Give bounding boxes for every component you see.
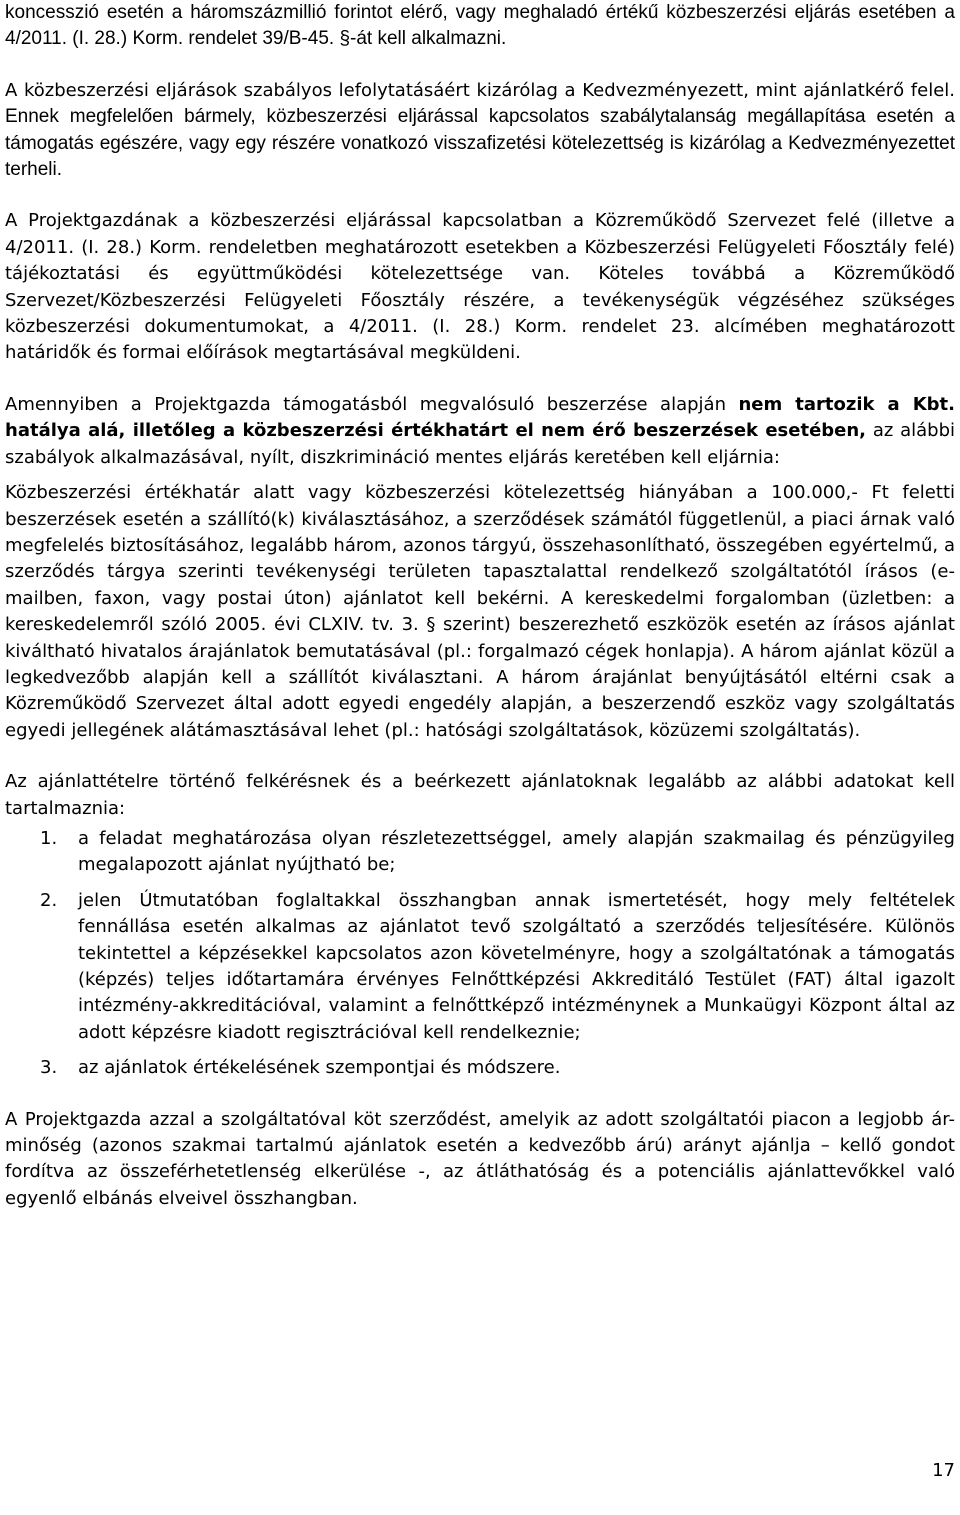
paragraph-responsibility — [5, 78, 955, 184]
paragraph-three-offers-rule: Közbeszerzési értékhatár alatt vagy közbeszerzési kötelezettség hiányában a 100.000,- Ft feletti beszerzések esetén a szállító(k) kiválasztásához, a szerződések számától függetlenül, a piaci árnak való megfelelés biztosításához, legalább három, azonos tárgyú, összehasonlítható, összegében egyértelmű, a szerződés tárgya szerinti tevékenységi területen tapasztalattal rendelkező szolgáltatótól írásos (e-mailben, faxon, vagy postai úton) ajánlatot kell bekérni. A kereskedelmi forgalomban (üzletben: a kereskedelemről szóló 2005. évi CLXIV. tv. 3. § szerint) beszerezhető eszközök esetén az írásos ajánlat kiváltható hivatalos árajánlatok bemutatásával (pl.: forgalmazó cégek honlapja). A három ajánlat közül a legkedvezőbb alapján kell a szállítót kiválasztani. A három árajánlat benyújtásától eltérni csak a Közreműködő Szervezet által adott egyedi engedély alapján, a beszerzendő eszköz vagy szolgáltatás egyedi jellegének alátámasztásával lehet (pl.: hatósági szolgáltatások, közüzemi szolgáltatás). — [5, 482, 955, 741]
paragraph-procurement-concession: koncesszió esetén a háromszázmillió forintot elérő, vagy meghaladó értékű közbeszerzési eljárás esetében a 4/2011. (I. 28.) Korm. rendelet 39/B-45. §-át kell alkalmazni. — [5, 2, 955, 50]
paragraph-information-obligation: A Projektgazdának a közbeszerzési eljárással kapcsolatban a Közreműködő Szervezet felé (illetve a 4/2011. (I. 28.) Korm. rendeletben meghatározott esetekben a Közbeszerzési Felügyeleti Főosztály felé) tájékoztatási és együttműködési kötelezettsége van. Köteles továbbá a Közreműködő Szervezet/Közbeszerzési Felügyeleti Főosztály részére, a tevékenységük végzéséhez szükséges közbeszerzési dokumentumokat, a 4/2011. (I. 28.) Korm. rendelet 23. alcímében meghatározott határidők és formai előírások megtartásával megküldeni. — [5, 210, 955, 364]
responsibility-consequence: Ennek megfelelően bármely, közbeszerzési eljárással kapcsolatos szabálytalanság megállapítása esetén a támogatás egészére, vagy egy részére vonatkozó visszafizetési kötelezettség is kizárólag a Kedvezményezettet terheli. — [5, 106, 955, 181]
paragraph-offer-content-intro: Az ajánlattételre történő felkérésnek és a beérkezett ajánlatoknak legalább az alábbi adatokat kell tartalmaznia: — [5, 771, 955, 819]
paragraph-below-threshold-intro — [5, 392, 955, 471]
document-page — [5, 0, 955, 1212]
paragraph-contract-selection: A Projektgazda azzal a szolgáltatóval köt szerződést, amelyik az adott szolgáltatói piacon a legjobb ár-minőség (azonos szakmai tartalmú ajánlatok esetén a kedvezőbb árú) arányt ajánlja – kellő gondot fordítva az összeférhetetlenség elkerülése -, az átláthatóság és a potenciális ajánlattevőkkel való egyenlő elbánás elveivel összhangban. — [5, 1108, 955, 1209]
list-item-number: 1. — [40, 827, 58, 849]
list-item-text: a feladat meghatározása olyan részletezettséggel, amely alapján szakmailag és pénzügyileg megalapozott ajánlat nyújtható be; — [78, 827, 955, 876]
list-item-text: az ajánlatok értékelésének szempontjai és módszere. — [78, 1057, 561, 1079]
list-item-text: jelen Útmutatóban foglaltakkal összhangban annak ismertetését, hogy mely feltételek fennállása esetén alkalmas az ajánlatot tevő szolgáltató a szerződés teljesítésére. Különös tekintettel a képzésekkel kapcsolatos azon követelményre, hogy a szolgáltatónak a támogatás (képzés) teljes időtartamára érvényes Felnőttképzési Akkreditáló Testület (FAT) által igazolt intézmény-akkreditációval, valamint a felnőttképző intézménynek a Munkaügyi Központ által az adott képzésre kiadott regisztrációval kell rendelkeznie; — [78, 889, 955, 1043]
page-number: 17 — [932, 1460, 955, 1481]
below-threshold-pre: Amennyiben a Projektgazda támogatásból megvalósuló beszerzése alapján — [5, 393, 739, 415]
list-item-number: 3. — [40, 1057, 58, 1079]
list-item — [5, 888, 955, 1046]
responsibility-lead: A közbeszerzési eljárások szabályos lefolytatásáért kizárólag a Kedvezményezett, mint ajánlatkérő felel. — [5, 79, 955, 101]
below-threshold-post: az alábbi szabályok alkalmazásával, nyílt, diszkrimináció mentes eljárás keretében kell eljárnia: — [5, 420, 955, 468]
list-item — [5, 1055, 955, 1081]
list-item-number: 2. — [40, 889, 58, 911]
offer-requirements-list — [5, 826, 955, 1082]
below-threshold-bold: nem tartozik a Kbt. hatálya alá, illetőleg a közbeszerzési értékhatárt el nem érő beszerzések esetében, — [5, 393, 955, 442]
list-item — [5, 826, 955, 879]
